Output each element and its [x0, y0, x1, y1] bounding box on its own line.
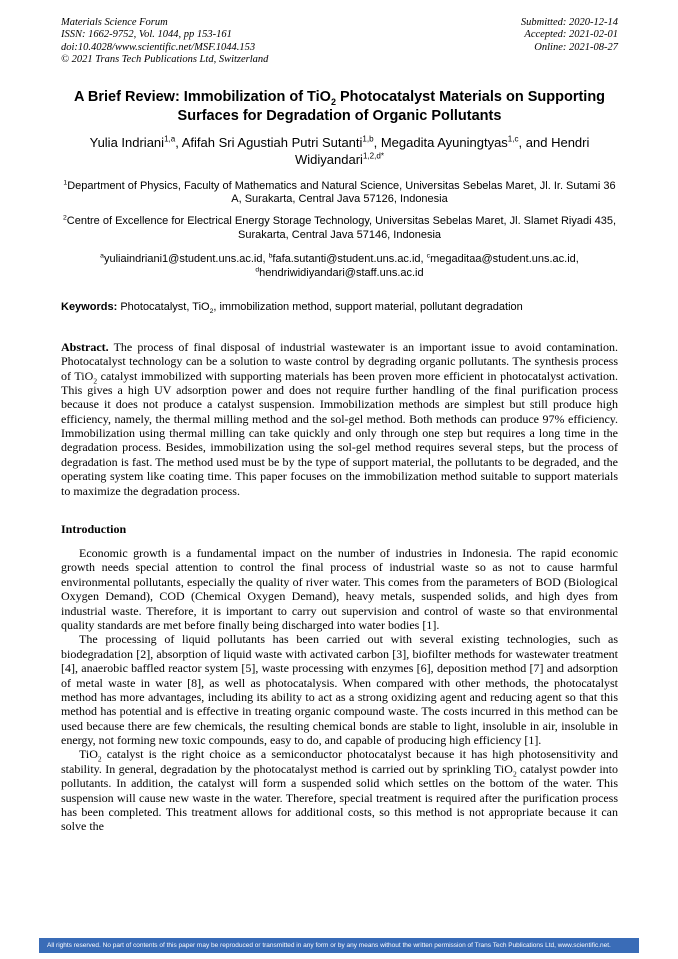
- page-content: [61, 17, 618, 834]
- online-date: Online: 2021-08-27: [534, 41, 618, 53]
- section-heading-introduction: Introduction: [61, 522, 127, 537]
- keywords-line: [61, 301, 618, 315]
- keywords-label: Keywords:: [61, 300, 118, 313]
- journal-title: Materials Science Forum: [61, 17, 168, 28]
- journal-info-block: [61, 17, 268, 67]
- submission-dates-block: [521, 17, 618, 54]
- abstract-paragraph: [61, 340, 618, 498]
- authors-line: Yulia Indriani$^{1,a}$, Afifah Sri Agustiah Putri Sutanti$^{1,b}$, Megadita Ayuningtyas$^{1,c}$, and Hendri Widiyandari$^{1,2,d*}$: [89, 134, 590, 167]
- copyright-line: © 2021 Trans Tech Publications Ltd, Switzerland: [61, 54, 269, 66]
- intro-paragraph-1: Economic growth is a fundamental impact on the number of industries in Indonesia. The rapid economic growth needs special attention to control the final process of industrial waste so as not to cause harmful environmental pollutants, especially the quality of river water. This comes from the parameters of BOD (Biological Oxygen Demand), COD (Chemical Oxygen Demand), heavy metals, suspended solids, and high dyes from industrial waste. Therefore, it is important to carry out supervision and control of waste so that environmental quality standards are met before finally being discharged into water bodies [1].: [61, 546, 618, 632]
- footer-license-text: All rights reserved. No part of contents of this paper may be reproduced or transmitted in any form or by any means without the written permission of Trans Tech Publications Ltd, www.scientific.net.: [47, 941, 611, 949]
- issn-volume-line: ISSN: 1662-9752, Vol. 1044, pp 153-161: [61, 29, 232, 41]
- affiliation-1: $^1$Department of Physics, Faculty of Mathematics and Natural Science, Universitas Sebelas Maret, Jl. Ir. Sutami 36 A, Surakarta, Central Java 57126, Indonesia: [63, 178, 616, 205]
- footer-license-bar: [39, 938, 639, 953]
- author-emails: $^a$yuliaindriani1@student.uns.ac.id, $^b$fafa.sutanti@student.uns.ac.id, $^c$megaditaa@student.uns.ac.id, $^d$hendriwidiyandari@staff.uns.ac.id: [100, 252, 579, 279]
- paper-title: A Brief Review: Immobilization of TiO$_2$ Photocatalyst Materials on Supporting Surfaces for Degradation of Organic Pollutants: [73, 88, 606, 124]
- affiliation-2: $^2$Centre of Excellence for Electrical Energy Storage Technology, Universitas Sebelas Maret, Jl. Slamet Riyadi 435, Surakarta, Central Java 57146, Indonesia: [62, 214, 617, 241]
- abstract-label: Abstract.: [61, 339, 109, 354]
- intro-paragraph-2: The processing of liquid pollutants has been carried out with several existing technologies, such as biodegradation [2], absorption of liquid waste with activated carbon [3], biofilter methods for wastewater treatment [4], anaerobic baffled reactor system [5], waste processing with enzymes [6], deposition method [7] and adsorption of metal waste in water [8], as well as photocatalysis. When compared with other methods, the photocatalyst method has more advantages, including its ability to act as a strong oxidizing agent and reducing agent so that this method has potential and is effective in treating organic compound waste. The costs incurred in this method can be used because there are few chemicals, the resulting chemical bonds are stable to light, insoluble in air, insoluble in energy, not forming new toxic compounds, easy to do, and capable of producing high efficiency [1].: [61, 632, 618, 748]
- accepted-date: Accepted: 2021-02-01: [524, 29, 618, 41]
- journal-header: [61, 17, 618, 67]
- submitted-date: Submitted: 2020-12-14: [520, 17, 618, 28]
- keywords-text: Photocatalyst, TiO$_2$, immobilization method, support material, pollutant degradation: [120, 300, 523, 316]
- abstract-text: The process of final disposal of industrial wastewater is an important issue to avoid contamination. Photocatalyst technology can be a solution to waste control by degrading organic pollutants. The synthesis process of TiO$_2$ catalyst immobilized with supporting materials has been proven more efficient in photocatalyst activation. This gives a high UV adsorption power and does not require further handling of the final purification process because it does not produce a catalyst suspension. Immobilization methods are simplest but still produce high efficiency, namely, the thermal milling method and the sol-gel method. Both methods can produce 97% efficiency. Immobilization using thermal milling can take quickly and only through one step but requires a long time in the degradation process. Besides, immobilization using the sol-gel method requires several steps, but the process of degradation is fast. The method used must be by the type of support material, the pollutants to be degraded, and the operating system like coating time. This paper focuses on the immobilization method suitable to support materials to maximize the degradation process.: [61, 339, 618, 498]
- intro-paragraph-3: TiO$_2$ catalyst is the right choice as a semiconductor photocatalyst because it has high photosensitivity and stability. In general, degradation by the photocatalyst method is carried out by sprinkling TiO$_2$ catalyst powder into pollutants. In addition, the catalyst will form a suspended solid which settles on the bottom of the water. This suspension will cause new waste in the water. Therefore, special treatment is required after the purification process has been completed. This treatment allows for additional costs, so this method is not appropriate because it can solve the: [61, 747, 618, 834]
- doi-line: doi:10.4028/www.scientific.net/MSF.1044.153: [61, 41, 256, 53]
